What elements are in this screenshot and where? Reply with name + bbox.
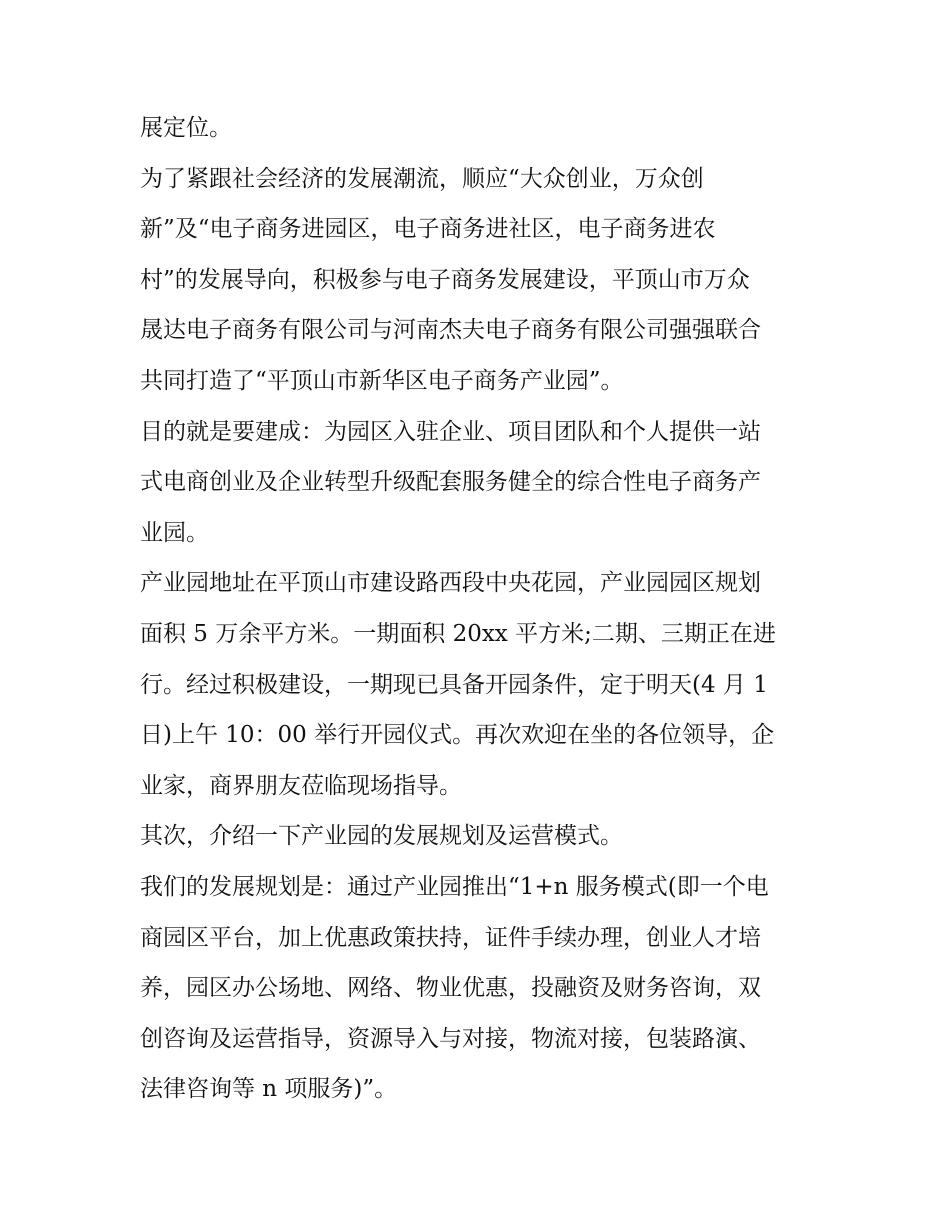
text-line: 其次，介绍一下产业园的发展规划及运营模式。 — [140, 823, 623, 850]
text-line: 产业园地址在平顶山市建设路西段中央花园，产业园园区规划 — [140, 570, 761, 597]
text-line: 共同打造了“平顶山市新华区电子商务产业园”。 — [140, 367, 624, 394]
body-text — [140, 107, 820, 1119]
text-line: 式电商创业及企业转型升级配套服务健全的综合性电子商务产 — [140, 469, 761, 496]
text-line: 为了紧跟社会经济的发展潮流，顺应“大众创业，万众创 — [140, 165, 704, 192]
text-line: 面积 5 万余平方米。一期面积 20xx 平方米;二期、三期正在进 — [140, 620, 776, 647]
text-line: 养，园区办公场地、网络、物业优惠，投融资及财务咨询，双 — [140, 975, 761, 1002]
text-line: 法律咨询等 n 项服务)”。 — [140, 1076, 398, 1103]
text-line: 晟达电子商务有限公司与河南杰夫电子商务有限公司强强联合 — [140, 317, 761, 344]
text-line: 村”的发展导向，积极参与电子商务发展建设，平顶山市万众 — [140, 266, 750, 293]
text-line: 行。经过积极建设，一期现已具备开园条件，定于明天(4 月 1 — [140, 671, 768, 698]
text-line: 商园区平台，加上优惠政策扶持，证件手续办理，创业人才培 — [140, 924, 761, 951]
text-line: 业家，商界朋友莅临现场指导。 — [140, 772, 462, 799]
text-line: 创咨询及运营指导，资源导入与对接，物流对接，包装路演、 — [140, 1025, 761, 1052]
text-line: 展定位。 — [140, 115, 232, 141]
text-line: 新”及“电子商务进园区，电子商务进社区，电子商务进农 — [140, 216, 716, 243]
text-line: 日)上午 10：00 举行开园仪式。再次欢迎在坐的各位领导，企 — [140, 722, 775, 749]
text-line: 我们的发展规划是：通过产业园推出“1+n 服务模式(即一个电 — [140, 873, 769, 900]
text-line: 业园。 — [140, 519, 209, 546]
text-line: 目的就是要建成：为园区入驻企业、项目团队和个人提供一站 — [140, 418, 761, 445]
